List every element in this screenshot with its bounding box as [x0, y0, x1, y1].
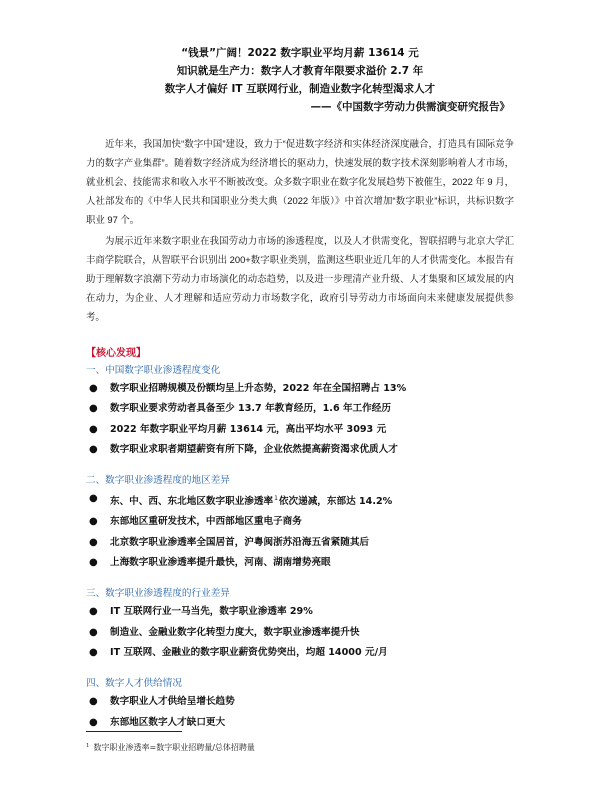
core-findings-title: 【核心发现】 [86, 348, 146, 359]
list-item [86, 379, 600, 399]
list-item [86, 512, 600, 532]
list-item [86, 713, 600, 733]
list-item-text: 依次递减，东部达 14.2% [278, 496, 393, 508]
section-3-bullets [0, 602, 600, 663]
bullet-dot-icon: ● [89, 443, 98, 455]
list-item [86, 440, 600, 460]
bullet-dot-icon: ● [89, 716, 98, 728]
list-item-text: IT 互联网行业一马当先，数字职业渗透率 29% [110, 606, 313, 618]
bullet-dot-icon: ● [89, 383, 98, 394]
section-title-regional-differences: 二、数字职业渗透程度的地区差异 [86, 475, 230, 487]
list-item-text: 东、中、西、东北地区数字职业渗透率 [110, 496, 274, 508]
intro-paragraph-2: 为展示近年来数字职业在我国劳动力市场的渗透程度，以及人才供需变化，智联招聘与北京大学汇丰商学院联合，从智联平台识别出 200+数字职业类别，监测这些职业近几年的人才供需变化。本报告有助于理解数字浪潮下劳动力市场演化的动态趋势，以及进一步理清产业升级、人才集聚和区域发展的内在动力，为企业、人才理解和适应劳动力市场数字化，政府引导劳动力市场面向未来健康发展提供参考。 [86, 235, 514, 322]
list-item-text: 上海数字职业渗透率提升最快，河南、湖南增势亮眼 [110, 557, 331, 569]
list-item-text: IT 互联网、金融业的数字职业薪资优势突出，均超 14000 元/月 [110, 646, 388, 658]
section-title-industry-differences: 三、数字职业渗透程度的行业差异 [86, 588, 230, 600]
list-item-text: 2022 年数字职业平均月薪 13614 元，高出平均水平 3093 元 [110, 423, 387, 435]
list-item [86, 643, 600, 663]
list-item [86, 692, 600, 712]
section-2-bullets [0, 489, 600, 573]
footnote-reference[interactable]: 1 [274, 495, 278, 503]
footnote [86, 740, 255, 754]
list-item-text: 数字职业招聘规模及份额均呈上升态势，2022 年在全国招聘占 13% [110, 383, 407, 394]
footnote-text: 数字职业渗透率=数字职业招聘量/总体招聘量 [93, 743, 255, 752]
bullet-dot-icon: ● [89, 493, 98, 505]
list-item-text: 数字职业要求劳动者具备至少 13.7 年教育经历，1.6 年工作经历 [110, 403, 391, 415]
list-item [86, 533, 600, 553]
bullet-dot-icon: ● [89, 516, 98, 528]
list-item-text: 数字职业人才供给呈增长趋势 [110, 696, 235, 708]
bullet-dot-icon: ● [89, 626, 98, 638]
report-source: ——《中国数字劳动力供需演变研究报告》 [310, 101, 510, 113]
list-item [86, 602, 600, 622]
list-item [86, 399, 600, 419]
list-item-text: 东部地区重研发技术，中西部地区重电子商务 [110, 516, 302, 528]
section-4-bullets [0, 692, 600, 733]
footnote-mark: 1 [86, 743, 90, 749]
footnote-divider [86, 731, 182, 732]
bullet-dot-icon: ● [89, 646, 98, 658]
section-1-bullets [0, 379, 600, 460]
list-item [86, 489, 600, 512]
headline-salary: “钱景”广阔！2022 数字职业平均月薪 13614 元 [181, 47, 419, 59]
list-item [86, 553, 600, 573]
bullet-dot-icon: ● [89, 536, 98, 548]
bullet-dot-icon: ● [89, 423, 98, 435]
list-item-text: 北京数字职业渗透率全国居首，沪粤闽浙苏沿海五省紧随其后 [110, 536, 370, 548]
list-item-text: 数字职业求职者期望薪资有所下降，企业依然提高薪资渴求优质人才 [110, 443, 398, 455]
headline-education: 知识就是生产力：数字人才教育年限要求溢价 2.7 年 [176, 65, 424, 77]
intro-paragraph-1: 近年来，我国加快“数字中国”建设，致力于“促进数字经济和实体经济深度融合，打造具有国际竞争力的数字产业集群”。随着数字经济成为经济增长的驱动力，快速发展的数字技术深刻影响着人才市场，就业机会、技能需求和收入水平不断被改变。众多数字职业在数字化发展趋势下被催生，2022 年 9 月，人社部发布的《中华人民共和国职业分类大典（2022 年版）》中首次增加“数字职业”标识，共标识数字职业 97 个。 [86, 138, 514, 225]
bullet-dot-icon: ● [89, 403, 98, 415]
bullet-dot-icon: ● [89, 696, 98, 708]
list-item-text: 东部地区数字人才缺口更大 [110, 716, 226, 728]
list-item-text: 制造业、金融业数字化转型力度大，数字职业渗透率提升快 [110, 626, 360, 638]
headline-industry: 数字人才偏好 IT 互联网行业，制造业数字化转型渴求人才 [164, 83, 436, 95]
list-item [86, 420, 600, 440]
bullet-dot-icon: ● [89, 606, 98, 618]
section-title-penetration-change: 一、中国数字职业渗透程度变化 [86, 365, 221, 376]
section-title-talent-supply: 四、数字人才供给情况 [86, 678, 182, 690]
list-item [86, 623, 600, 643]
bullet-dot-icon: ● [89, 557, 98, 569]
